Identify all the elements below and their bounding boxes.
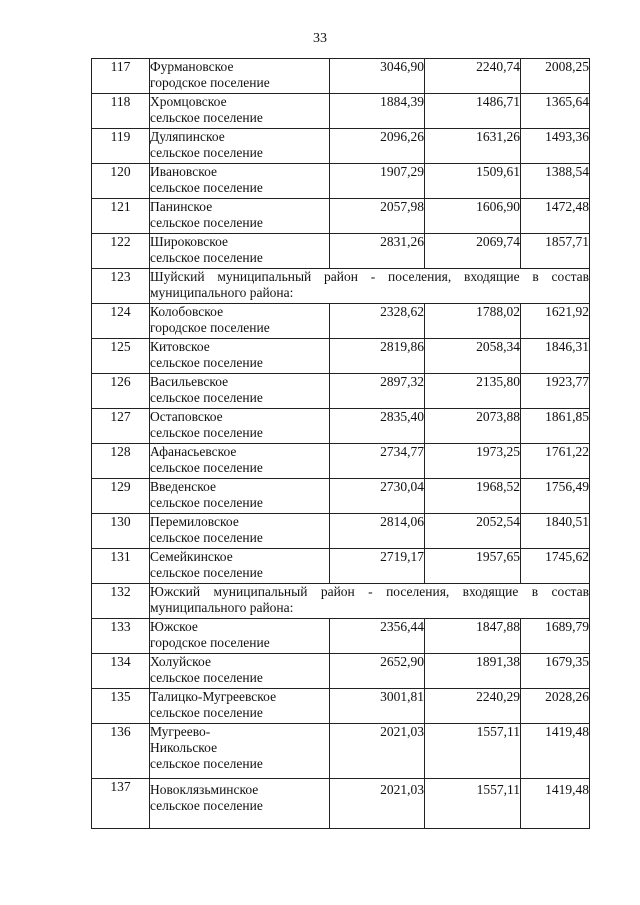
name-line: сельское поселение bbox=[150, 495, 263, 510]
table-row bbox=[92, 549, 590, 584]
table-row bbox=[92, 444, 590, 479]
value-1: 2814,06 bbox=[330, 514, 425, 549]
value-2: 2135,80 bbox=[425, 374, 521, 409]
settlement-name bbox=[150, 549, 330, 584]
name-line: Никольское bbox=[150, 740, 218, 755]
value-1: 2021,03 bbox=[330, 724, 425, 779]
value-1: 2096,26 bbox=[330, 129, 425, 164]
settlement-name bbox=[150, 339, 330, 374]
name-line: Афанасьевское bbox=[150, 444, 237, 459]
name-line: Колобовское bbox=[150, 304, 224, 319]
table-row bbox=[92, 514, 590, 549]
value-3: 1472,48 bbox=[521, 199, 590, 234]
row-number: 124 bbox=[92, 304, 150, 339]
value-1: 2734,77 bbox=[330, 444, 425, 479]
value-3: 1689,79 bbox=[521, 619, 590, 654]
name-line: Широковское bbox=[150, 234, 229, 249]
name-line: сельское поселение bbox=[150, 250, 263, 265]
value-1: 2328,62 bbox=[330, 304, 425, 339]
value-2: 2240,74 bbox=[425, 59, 521, 94]
row-number: 119 bbox=[92, 129, 150, 164]
row-number: 134 bbox=[92, 654, 150, 689]
name-line: городское поселение bbox=[150, 75, 270, 90]
value-3: 1857,71 bbox=[521, 234, 590, 269]
row-number: 136 bbox=[92, 724, 150, 779]
value-2: 2073,88 bbox=[425, 409, 521, 444]
value-1: 2356,44 bbox=[330, 619, 425, 654]
table-row bbox=[92, 619, 590, 654]
row-number: 135 bbox=[92, 689, 150, 724]
settlements-table bbox=[91, 58, 590, 829]
row-number: 118 bbox=[92, 94, 150, 129]
district-header-row bbox=[92, 584, 590, 619]
name-line: сельское поселение bbox=[150, 355, 263, 370]
table-row bbox=[92, 94, 590, 129]
row-number: 128 bbox=[92, 444, 150, 479]
value-1: 2021,03 bbox=[330, 779, 425, 829]
name-line: Панинское bbox=[150, 199, 213, 214]
settlement-name bbox=[150, 234, 330, 269]
row-number: 132 bbox=[92, 584, 150, 619]
row-number: 133 bbox=[92, 619, 150, 654]
district-header-row bbox=[92, 269, 590, 304]
value-1: 2719,17 bbox=[330, 549, 425, 584]
table-row bbox=[92, 304, 590, 339]
settlement-name bbox=[150, 164, 330, 199]
value-3: 1493,36 bbox=[521, 129, 590, 164]
value-2: 1957,65 bbox=[425, 549, 521, 584]
page-number: 33 bbox=[313, 31, 327, 46]
value-3: 1745,62 bbox=[521, 549, 590, 584]
name-line: Ивановское bbox=[150, 164, 217, 179]
value-2: 1973,25 bbox=[425, 444, 521, 479]
settlement-name bbox=[150, 129, 330, 164]
name-line: Дуляпинское bbox=[150, 129, 225, 144]
row-number: 121 bbox=[92, 199, 150, 234]
settlement-name bbox=[150, 689, 330, 724]
value-2: 1557,11 bbox=[425, 724, 521, 779]
value-2: 1847,88 bbox=[425, 619, 521, 654]
table-row bbox=[92, 199, 590, 234]
value-3: 1365,64 bbox=[521, 94, 590, 129]
value-3: 1923,77 bbox=[521, 374, 590, 409]
value-2: 1557,11 bbox=[425, 779, 521, 829]
value-1: 2819,86 bbox=[330, 339, 425, 374]
value-1: 1884,39 bbox=[330, 94, 425, 129]
settlement-name bbox=[150, 514, 330, 549]
row-number: 117 bbox=[92, 59, 150, 94]
name-line: Южское bbox=[150, 619, 198, 634]
row-number: 126 bbox=[92, 374, 150, 409]
table-row bbox=[92, 339, 590, 374]
district-heading: Шуйский муниципальный район - поселения, входящие в состав муниципального района: bbox=[150, 269, 590, 304]
row-number: 120 bbox=[92, 164, 150, 199]
table-row bbox=[92, 654, 590, 689]
table-row bbox=[92, 689, 590, 724]
name-line: сельское поселение bbox=[150, 670, 263, 685]
settlement-name bbox=[150, 94, 330, 129]
row-number: 129 bbox=[92, 479, 150, 514]
name-line: сельское поселение bbox=[150, 110, 263, 125]
value-3: 1756,49 bbox=[521, 479, 590, 514]
name-line: сельское поселение bbox=[150, 530, 263, 545]
value-2: 1509,61 bbox=[425, 164, 521, 199]
name-line: Васильевское bbox=[150, 374, 229, 389]
name-line: Китовское bbox=[150, 339, 210, 354]
name-line: городское поселение bbox=[150, 635, 270, 650]
settlement-name bbox=[150, 619, 330, 654]
value-2: 1891,38 bbox=[425, 654, 521, 689]
name-line: сельское поселение bbox=[150, 390, 263, 405]
value-3: 1621,92 bbox=[521, 304, 590, 339]
table-row bbox=[92, 164, 590, 199]
table-row bbox=[92, 59, 590, 94]
value-1: 2831,26 bbox=[330, 234, 425, 269]
value-3: 1840,51 bbox=[521, 514, 590, 549]
table-row bbox=[92, 724, 590, 779]
value-1: 2897,32 bbox=[330, 374, 425, 409]
value-2: 2058,34 bbox=[425, 339, 521, 374]
value-2: 1631,26 bbox=[425, 129, 521, 164]
settlement-name bbox=[150, 654, 330, 689]
value-1: 2057,98 bbox=[330, 199, 425, 234]
name-line: сельское поселение bbox=[150, 756, 263, 771]
settlement-name bbox=[150, 409, 330, 444]
value-3: 1419,48 bbox=[521, 779, 590, 829]
name-line: сельское поселение bbox=[150, 798, 263, 813]
value-3: 1419,48 bbox=[521, 724, 590, 779]
table-row bbox=[92, 234, 590, 269]
name-line: сельское поселение bbox=[150, 705, 263, 720]
value-2: 1606,90 bbox=[425, 199, 521, 234]
value-3: 1846,31 bbox=[521, 339, 590, 374]
name-line: сельское поселение bbox=[150, 460, 263, 475]
name-line: сельское поселение bbox=[150, 180, 263, 195]
name-line: Перемиловское bbox=[150, 514, 239, 529]
settlement-name bbox=[150, 374, 330, 409]
value-2: 1968,52 bbox=[425, 479, 521, 514]
value-3: 1761,22 bbox=[521, 444, 590, 479]
row-number: 125 bbox=[92, 339, 150, 374]
value-1: 2730,04 bbox=[330, 479, 425, 514]
value-1: 1907,29 bbox=[330, 164, 425, 199]
table-row bbox=[92, 409, 590, 444]
value-2: 2069,74 bbox=[425, 234, 521, 269]
value-1: 2835,40 bbox=[330, 409, 425, 444]
name-line: Семейкинское bbox=[150, 549, 233, 564]
name-line: сельское поселение bbox=[150, 215, 263, 230]
row-number: 130 bbox=[92, 514, 150, 549]
value-1: 3001,81 bbox=[330, 689, 425, 724]
settlement-name bbox=[150, 444, 330, 479]
settlement-name bbox=[150, 59, 330, 94]
value-2: 2240,29 bbox=[425, 689, 521, 724]
settlement-name bbox=[150, 199, 330, 234]
name-line: Мугреево- bbox=[150, 724, 211, 739]
value-1: 3046,90 bbox=[330, 59, 425, 94]
table-row bbox=[92, 779, 590, 829]
settlement-name bbox=[150, 479, 330, 514]
name-line: сельское поселение bbox=[150, 145, 263, 160]
row-number: 122 bbox=[92, 234, 150, 269]
name-line: сельское поселение bbox=[150, 425, 263, 440]
name-line: Остаповское bbox=[150, 409, 223, 424]
value-1: 2652,90 bbox=[330, 654, 425, 689]
value-3: 1388,54 bbox=[521, 164, 590, 199]
value-2: 1788,02 bbox=[425, 304, 521, 339]
name-line: сельское поселение bbox=[150, 565, 263, 580]
value-2: 2052,54 bbox=[425, 514, 521, 549]
name-line: Холуйское bbox=[150, 654, 211, 669]
row-number: 123 bbox=[92, 269, 150, 304]
value-3: 1679,35 bbox=[521, 654, 590, 689]
settlement-name bbox=[150, 724, 330, 779]
row-number: 137 bbox=[92, 779, 150, 829]
name-line: Талицко-Мугреевское bbox=[150, 689, 277, 704]
settlement-name bbox=[150, 779, 330, 829]
row-number: 127 bbox=[92, 409, 150, 444]
table-row bbox=[92, 374, 590, 409]
name-line: Новоклязьминское bbox=[150, 782, 259, 797]
settlement-name bbox=[150, 304, 330, 339]
row-number: 131 bbox=[92, 549, 150, 584]
value-2: 1486,71 bbox=[425, 94, 521, 129]
name-line: Введенское bbox=[150, 479, 216, 494]
value-3: 2008,25 bbox=[521, 59, 590, 94]
district-heading: Южский муниципальный район - поселения, входящие в состав муниципального района: bbox=[150, 584, 590, 619]
table-row bbox=[92, 479, 590, 514]
value-3: 1861,85 bbox=[521, 409, 590, 444]
value-3: 2028,26 bbox=[521, 689, 590, 724]
table-row bbox=[92, 129, 590, 164]
name-line: Фурмановское bbox=[150, 59, 234, 74]
name-line: Хромцовское bbox=[150, 94, 227, 109]
name-line: городское поселение bbox=[150, 320, 270, 335]
